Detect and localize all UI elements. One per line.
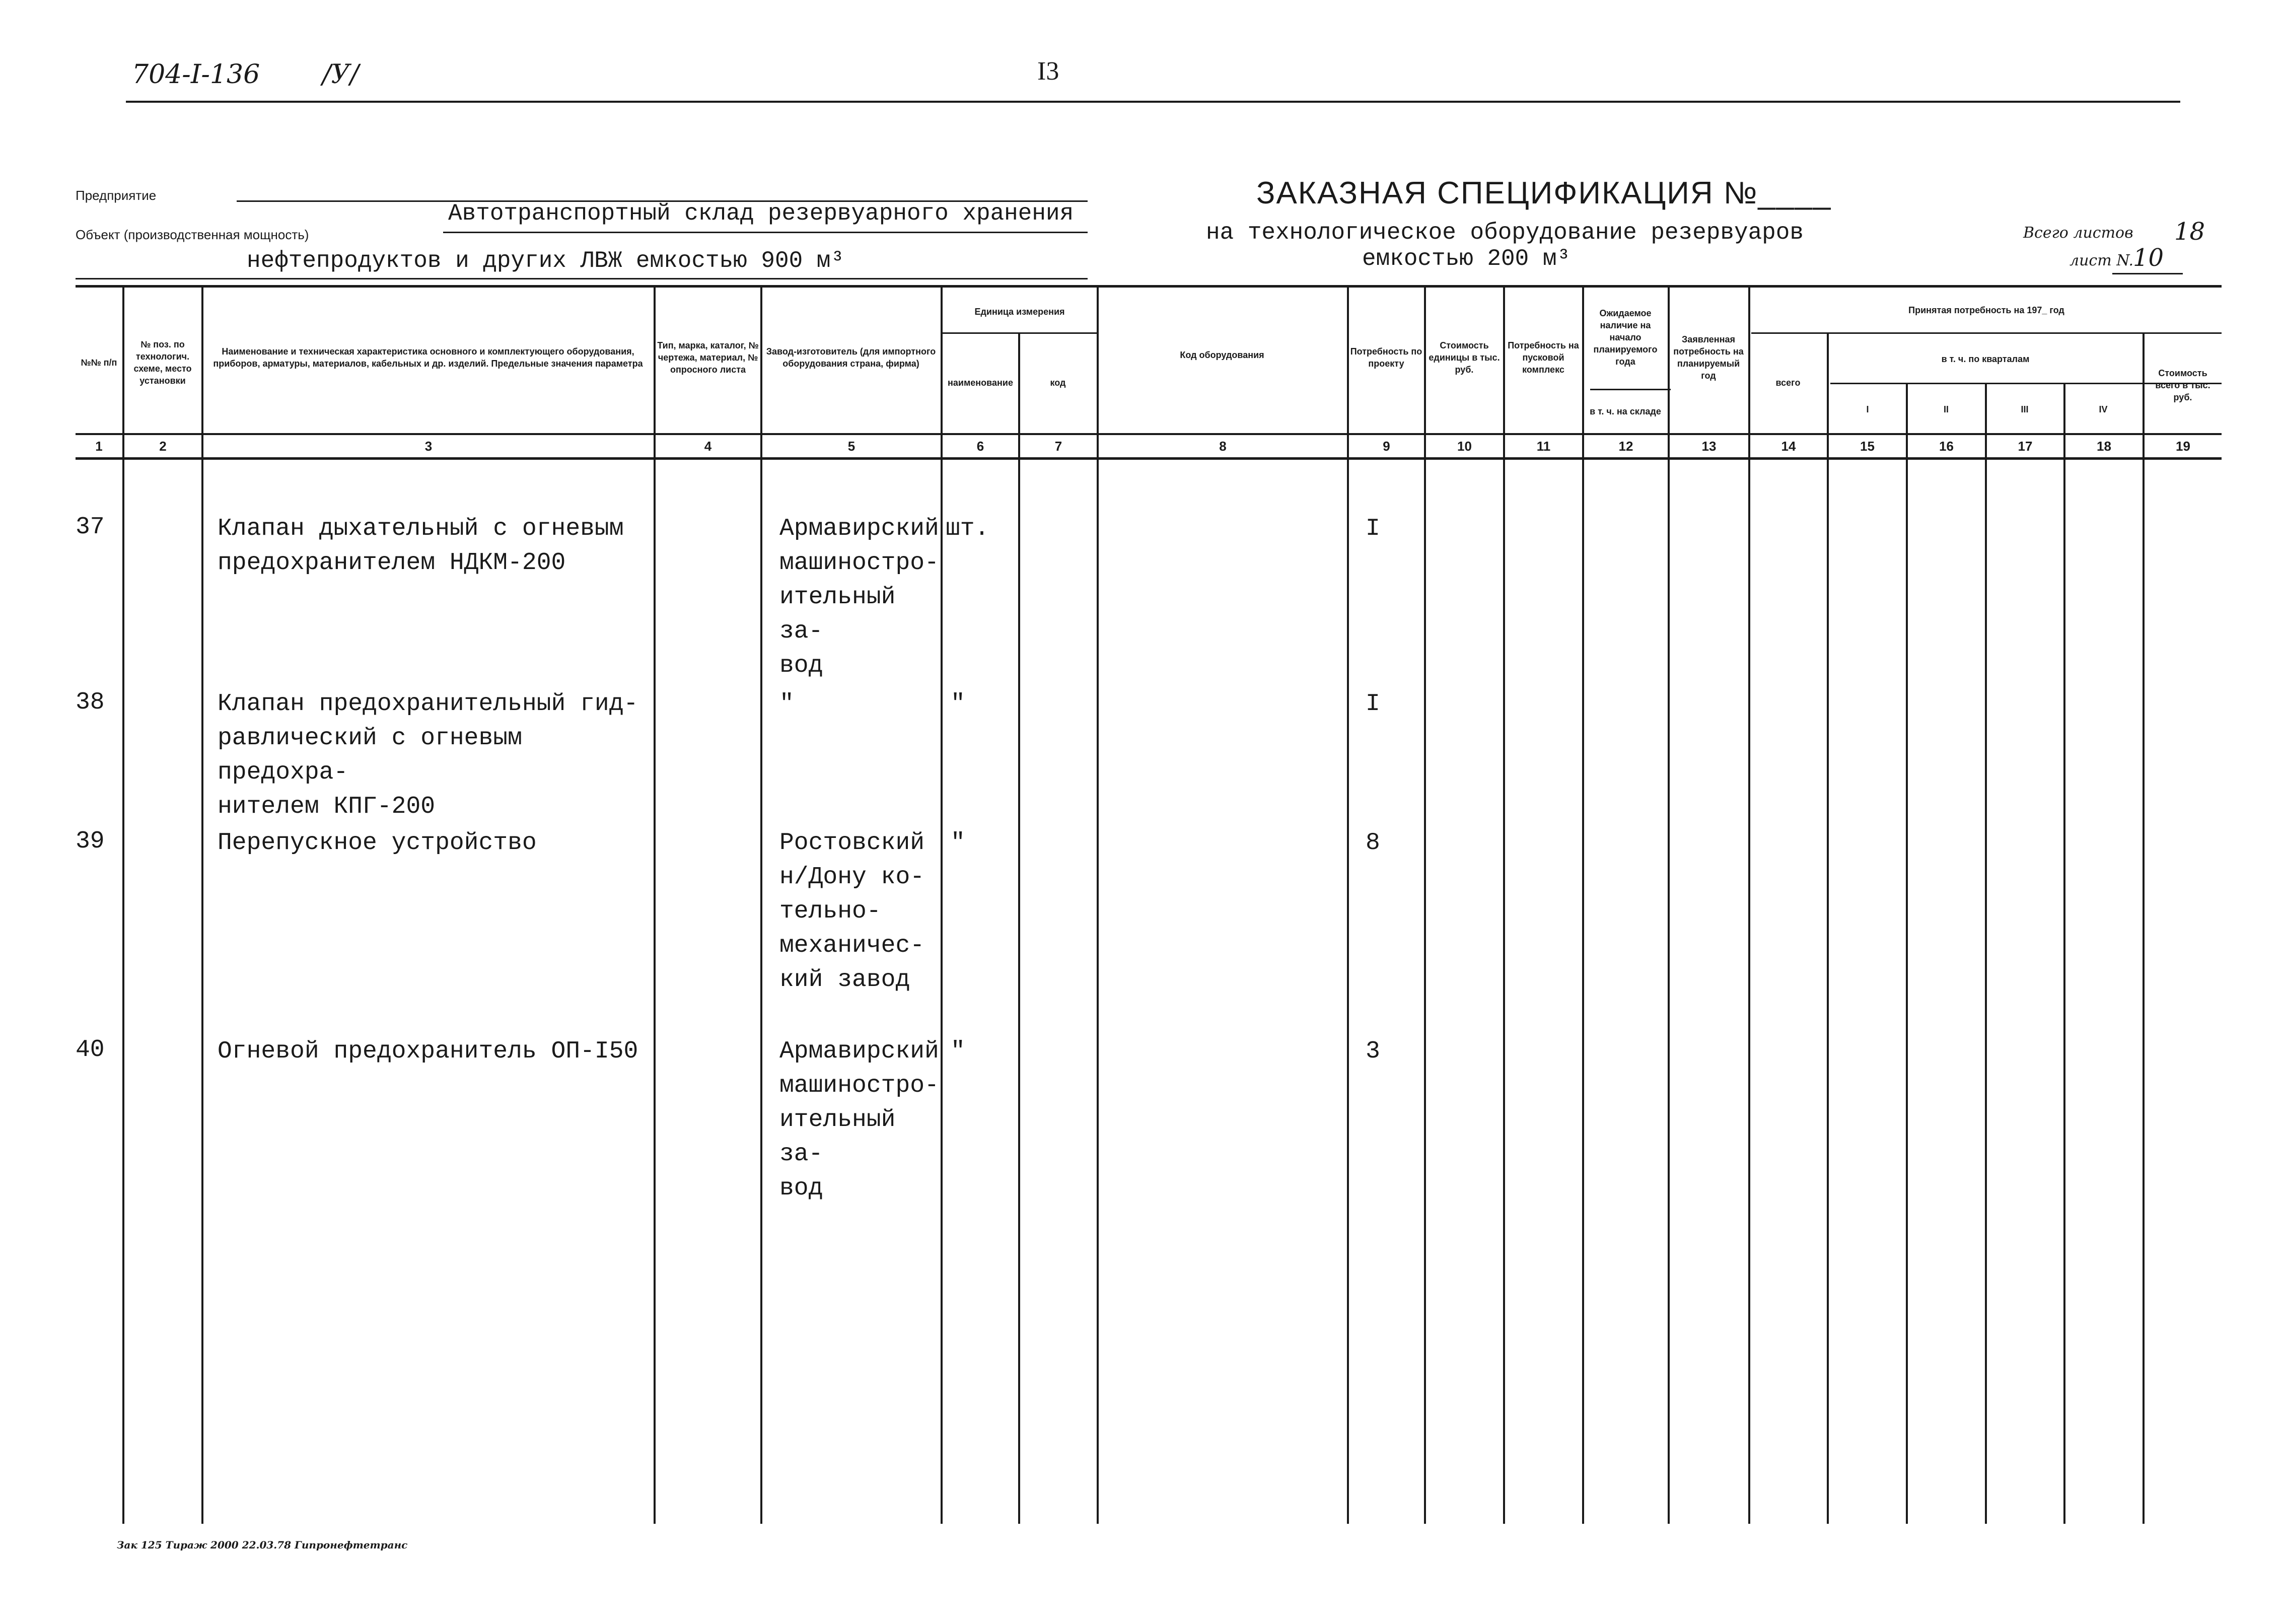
header-bottom-rule	[76, 433, 2222, 435]
spec-subtitle-2: емкостью 200 м³	[1362, 246, 1571, 272]
col-header-12-bottom: в т. ч. на складе	[1590, 406, 1661, 416]
col-header-19: Стоимость всего в тыс. руб.	[2155, 368, 2210, 402]
colnum-bottom-rule	[76, 457, 2222, 460]
col-sep-16	[1985, 383, 1987, 1524]
item-name: Клапан дыхательный с огневым предохранителем НДКМ-200	[218, 515, 624, 577]
column-number: 4	[704, 438, 712, 454]
object-underline-1	[443, 232, 1088, 233]
total-sheets-value: 18	[2174, 218, 2205, 246]
sheet-underline	[2112, 273, 2183, 274]
col-header-18: IV	[2099, 404, 2108, 414]
column-number: 8	[1219, 438, 1227, 454]
doc-code: 704-I-136	[132, 59, 260, 90]
column-number: 9	[1383, 438, 1390, 454]
col-sep-13	[1748, 285, 1750, 1524]
col-header-12-top: Ожидаемое наличие на начало планируемого года	[1593, 308, 1658, 367]
col-header-quarters-group: в т. ч. по кварталам	[1941, 354, 2030, 364]
col-sep-17	[2063, 383, 2065, 1524]
object-label: Объект (производственная мощность)	[76, 227, 309, 242]
col-header-7: код	[1050, 378, 1066, 388]
print-mark: Зак 125 Тираж 2000 22.03.78 Гипронефтетранс	[117, 1539, 408, 1551]
quantity: 8	[1366, 829, 1380, 857]
table-top-border	[76, 285, 2222, 288]
total-sheets-label: Всего листов	[2023, 224, 2133, 242]
column-number: 5	[847, 438, 855, 454]
manufacturer: Ростовский н/Дону ко- тельно- механичес- кий завод	[779, 829, 925, 994]
col-header-units-group: Единица измерения	[974, 307, 1065, 317]
column-number: 12	[1618, 438, 1633, 454]
column-number: 15	[1860, 438, 1875, 454]
col-header-16: II	[1943, 404, 1949, 414]
col-sep-8	[1347, 285, 1349, 1524]
page-number: I3	[1037, 57, 1059, 86]
enterprise-label: Предприятие	[76, 188, 157, 203]
col-sep-1	[122, 285, 124, 1524]
col-sep-7	[1097, 285, 1099, 1524]
col-header-8: Код оборудования	[1180, 350, 1264, 360]
column-number: 3	[424, 438, 433, 454]
column-number: 10	[1457, 438, 1472, 454]
column-number: 13	[1701, 438, 1717, 454]
col-sep-4	[760, 285, 762, 1524]
col-header-9: Потребность по проекту	[1350, 346, 1422, 369]
quantity: I	[1366, 690, 1380, 718]
col-header-2: № поз. по технологич. схеме, место установки	[133, 339, 192, 386]
sheet-value: 10	[2133, 244, 2164, 272]
col-sep-11	[1582, 285, 1584, 1524]
doc-suffix: /У/	[322, 59, 359, 90]
unit-name: "	[951, 829, 965, 857]
col-sep-6	[1018, 332, 1020, 1524]
col-header-accepted-group: Принятая потребность на 197_ год	[1908, 305, 2064, 315]
column-number: 7	[1054, 438, 1062, 454]
col-header-3: Наименование и техническая характеристика основного и комплектующего оборудования, приборов, арматуры, материалов, кабельных и др. изделий. Предельные значения параметра	[213, 346, 643, 369]
column-number: 6	[976, 438, 984, 454]
unit-name: "	[951, 690, 965, 718]
manufacturer: "	[779, 690, 794, 718]
col-header-5: Завод-изготовитель (для импортного оборудования страна, фирма)	[766, 346, 936, 369]
manufacturer: Армавирский машиностро- ительный за- вод	[779, 1038, 939, 1202]
col-sep-9	[1424, 285, 1426, 1524]
col-sep-12	[1668, 285, 1670, 1524]
unit-name: шт.	[946, 515, 989, 542]
spec-title: ЗАКАЗНАЯ СПЕЦИФИКАЦИЯ №____	[1256, 176, 1832, 210]
col-sep-18	[2143, 332, 2145, 1524]
spec-subtitle-1: на технологическое оборудование резервуаров	[1206, 220, 1804, 246]
column-number: 19	[2176, 438, 2190, 454]
col-header-15: I	[1866, 404, 1869, 414]
col-header-6: наименование	[948, 378, 1013, 388]
col-sep-15	[1906, 383, 1908, 1524]
row-number: 39	[76, 828, 105, 855]
unit-name: "	[951, 1038, 965, 1065]
row-number: 40	[76, 1036, 105, 1064]
col-sep-14	[1827, 332, 1829, 1524]
units-subheader-rule	[943, 332, 1099, 334]
col-header-11: Потребность на пусковой комплекс	[1508, 340, 1579, 375]
column-number: 2	[159, 438, 167, 454]
header-rule	[126, 101, 2180, 103]
item-name: Перепускное устройство	[218, 829, 537, 857]
col-sep-10	[1503, 285, 1505, 1524]
col-header-13: Заявленная потребность на планируемый год	[1673, 334, 1744, 381]
object-line-2: нефтепродуктов и других ЛВЖ емкостью 900 м³	[247, 248, 844, 274]
quantity: 3	[1366, 1038, 1380, 1065]
col-header-10: Стоимость единицы в тыс. руб.	[1429, 340, 1500, 375]
accepted-group-rule	[1751, 332, 2222, 334]
column-number: 16	[1939, 438, 1954, 454]
col-header-1: №№ п/п	[81, 358, 117, 368]
row-number: 37	[76, 514, 105, 541]
object-line-1: Автотранспортный склад резервуарного хранения	[448, 200, 1074, 227]
sheet-label: лист N.	[2069, 252, 2134, 269]
col-sep-3	[654, 285, 656, 1524]
col-header-14: всего	[1775, 378, 1801, 388]
manufacturer: Армавирский машиностро- ительный за- вод	[779, 515, 939, 679]
quantity: I	[1366, 515, 1380, 542]
column-number: 11	[1536, 438, 1551, 454]
col-header-4: Тип, марка, каталог, № чертежа, материал, № опросного листа	[657, 340, 759, 375]
item-name: Огневой предохранитель ОП-I50	[218, 1038, 638, 1065]
column-number: 18	[2097, 438, 2111, 454]
row-number: 38	[76, 689, 105, 716]
column-number: 1	[95, 438, 103, 454]
col12-split-rule	[1590, 389, 1671, 390]
object-underline-2	[76, 278, 1088, 279]
col-header-17: III	[2021, 404, 2029, 414]
column-number: 17	[2018, 438, 2033, 454]
column-number: 14	[1781, 438, 1796, 454]
col-sep-2	[201, 285, 203, 1524]
item-name: Клапан предохранительный гид- равлический с огневым предохра- нителем КПГ-200	[218, 690, 638, 820]
